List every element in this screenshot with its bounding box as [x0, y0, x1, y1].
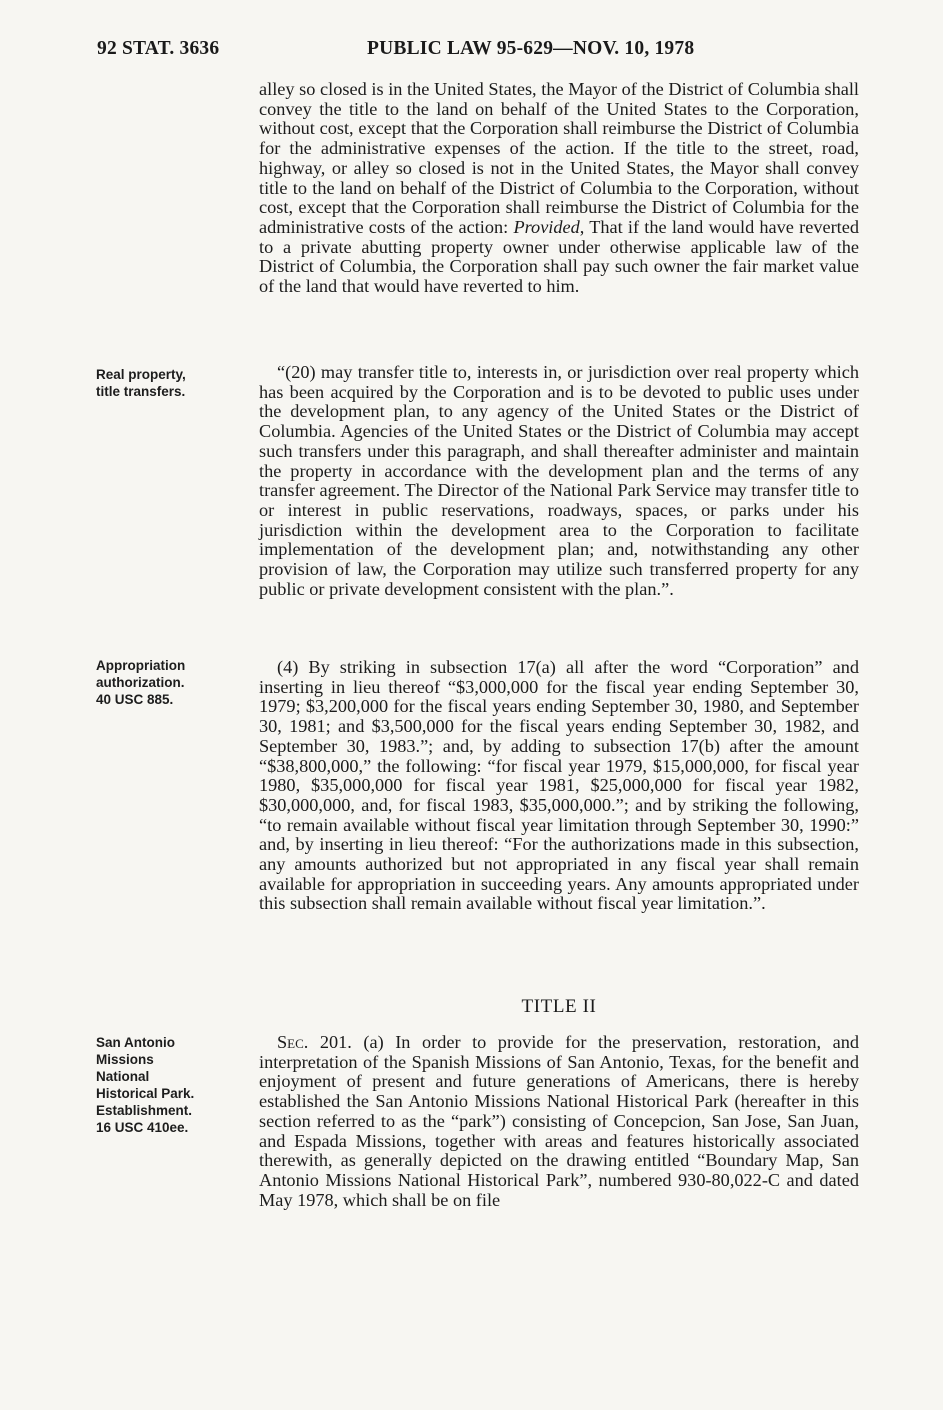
margin-note-san-antonio-missions — [96, 1034, 236, 1136]
paragraph-20-transfer-title — [259, 363, 859, 599]
paragraph-text: alley so closed is in the United States, the Mayor of the District of Columbia shall convey the title to the land on behalf of the United States to the Corporation, without cost, except that the Corporation shall reimburse the District of Columbia for the administrative expenses of the action. If the title to the street, road, highway, or alley so closed is not in the United States, the Mayor shall convey title to the land on behalf of the District of Columbia to the Corporation, without cost, except that the Corporation shall reimburse the District of Columbia for the administrative costs of the action: — [259, 79, 859, 237]
margin-note-line: National — [96, 1069, 150, 1084]
paragraph-text: “(20) may transfer title to, interests in, or jurisdiction over real property which has been acquired by the Corporation and is to be devoted to public uses under the development plan, to any agency of the United States or the District of Columbia. Agencies of the United States or the District of Columbia may accept such transfers under this paragraph, and shall thereafter administer and maintain the property in accordance with the development plan and the terms of any transfer agreement. The Director of the National Park Service may transfer title to or interest in public reservations, roadways, spaces, or parks under his jurisdiction within the development area to the Corporation to facilitate implementation of the development plan; and, notwithstanding any other provision of law, the Corporation may utilize such transferred property for any public or private development consistent with the plan.”. — [259, 362, 859, 599]
stat-page-number: 92 STAT. 3636 — [97, 38, 220, 59]
public-law-citation: PUBLIC LAW 95-629—NOV. 10, 1978 — [367, 38, 695, 59]
page-header — [97, 38, 857, 68]
margin-note-line: 40 USC 885. — [96, 692, 174, 707]
provided-italic: Provided — [513, 216, 580, 237]
margin-note-line: Establishment. — [96, 1103, 193, 1118]
paragraph-text: (4) By striking in subsection 17(a) all after the word “Corporation” and inserting in lieu thereof “$3,000,000 for the fiscal year ending September 30, 1979; $3,200,000 for the fiscal years ending September 30, 1980, and September 30, 1981; and $3,500,000 for the fiscal years ending September 30, 1982, and September 30, 1983.”; and, by adding to subsection 17(b) after the amount “$38,800,000,” the following: “for fiscal year 1979, $15,000,000, for fiscal year 1980, $35,000,000 for fiscal year 1981, $25,000,000 for fiscal year 1982, $30,000,000, and, for fiscal 1983, $35,000,000.”; and by striking the following, “to remain available without fiscal year limitation through September 30, 1990:” and, by inserting in lieu thereof: “For the authorizations made in this subsection, any amounts authorized but not appropriated in any fiscal year shall remain available for appropriation in succeeding years. Any amounts appropriated under this subsection shall remain available without fiscal year limitation.”. — [259, 657, 859, 914]
paragraph-mayor-conveyance — [259, 80, 859, 297]
margin-note-line: title transfers. — [96, 384, 186, 399]
margin-note-line: Real property, — [96, 367, 186, 382]
paragraph-sec-201 — [259, 1033, 859, 1210]
margin-note-appropriation — [96, 657, 236, 708]
margin-note-line: 16 USC 410ee. — [96, 1120, 189, 1135]
paragraph-4-appropriations — [259, 658, 859, 914]
margin-note-real-property — [96, 366, 236, 400]
margin-note-line: authorization. — [96, 675, 185, 690]
section-label: Sec. 201. — [277, 1032, 352, 1052]
paragraph-text: (a) In order to provide for the preservation, restoration, and interpretation of the Spanish Missions of San Antonio, Texas, for the benefit and enjoyment of present and future generations of Americans, there is hereby established the San Antonio Missions National Historical Park (hereafter in this section referred to as the “park”) consisting of Concepcion, San Jose, San Juan, and Espada Missions, together with areas and features historically associated therewith, as generally depicted on the drawing entitled “Boundary Map, San Antonio Missions National Historical Park”, numbered 930-80,022-C and dated May 1978, which shall be on file — [259, 1032, 859, 1210]
margin-note-line: Historical Park. — [96, 1086, 195, 1101]
title-ii-heading: TITLE II — [521, 996, 597, 1017]
margin-note-line: San Antonio — [96, 1035, 175, 1050]
margin-note-line: Appropriation — [96, 658, 186, 673]
paragraph-text: , That if the land would have reverted to a private abutting property owner under otherwise applicable law of the District of Columbia, the Corporation shall pay such owner the fair market value of the land that would have reverted to him. — [259, 216, 859, 297]
margin-note-line: Missions — [96, 1052, 154, 1067]
